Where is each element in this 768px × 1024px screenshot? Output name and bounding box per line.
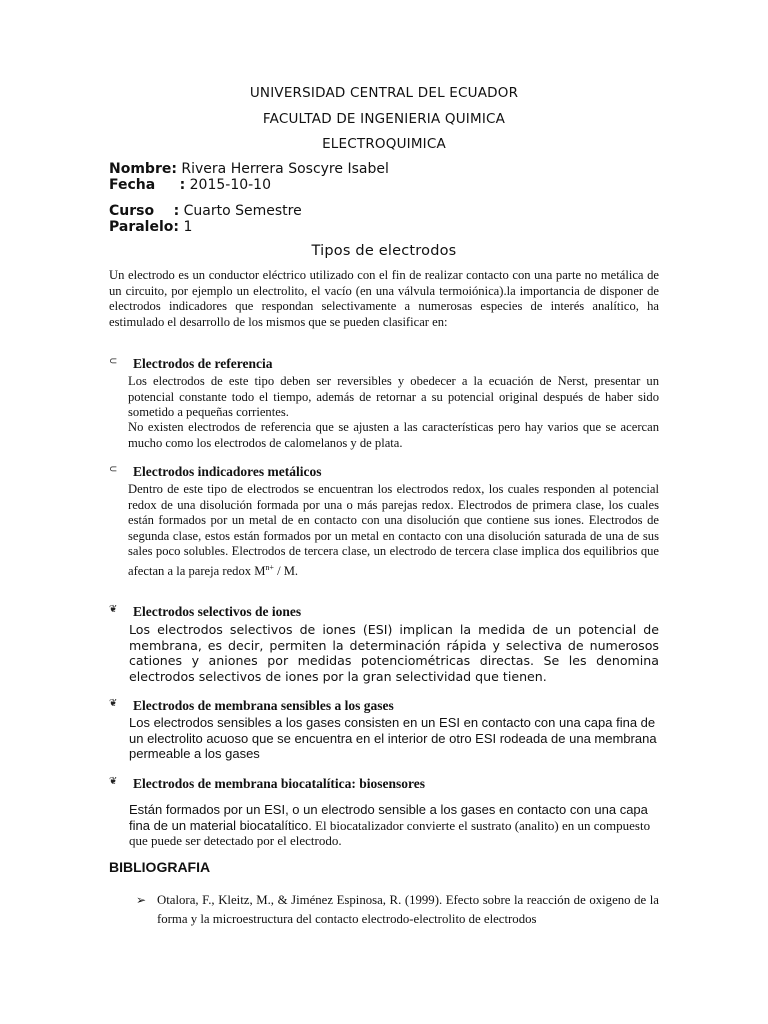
section-body-gases: Los electrodos sensibles a los gases consisten en un ESI en contacto con una capa fina de un electrolito acuoso que se encuentra en el interior de otro ESI rodeada de una membrana permeable a los gases — [129, 715, 657, 762]
section-body-biosensores-text: Están formados por un ESI, o un electrodo sensible a los gases en contacto con una capa fina de un material biocatalítico. — [129, 802, 648, 833]
bibliography-title: BIBLIOGRAFIA — [109, 859, 211, 875]
document-title: Tipos de electrodos — [311, 243, 457, 259]
subject-title: ELECTROQUIMICA — [322, 136, 446, 152]
name-value: Rivera Herrera Soscyre Isabel — [176, 161, 389, 177]
section-heading-biosensores: Electrodos de membrana biocatalítica: biosensores — [133, 776, 425, 791]
reference-item: Otalora, F., Kleitz, M., & Jiménez Espinosa, R. (1999). Efecto sobre la reacción de oxigeno de la forma y la microestructura del contacto electrodo-electrolito de electrodos — [157, 893, 659, 926]
redox-superscript: n+ — [265, 562, 274, 572]
bullet-icon: ⊂ — [109, 356, 118, 367]
intro-paragraph: Un electrodo es un conductor eléctrico utilizado con el fin de realizar contacto con una parte no metálica de un circuito, por ejemplo un electrolito, el vacío (en una válvula termoiónica).la importancia de disponer de electrodos indicadores que respondan selectivamente a numerosas especies de interés analítico, ha estimulado el desarrollo de los mismos que se pueden clasificar en: — [109, 268, 659, 329]
name-field — [109, 161, 389, 177]
faculty-title: FACULTAD DE INGENIERIA QUIMICA — [262, 111, 506, 127]
date-label: Fecha : — [109, 177, 186, 193]
course-field — [109, 203, 302, 219]
bullet-icon: ⊂ — [109, 464, 118, 475]
section-body-selectivos: Los electrodos selectivos de iones (ESI) implican la medida de un potencial de membrana, es decir, permiten la determinación rápida y selectiva de numerosos cationes y aniones por medidas potenciométricas directas. Se les denomina electrodos selectivos de iones por la gran selectividad que tienen. — [129, 622, 659, 684]
section-body-metalicos — [128, 482, 659, 580]
level-field — [109, 219, 192, 235]
section-body-biosensores-serif: El biocatalizador convierte el sustrato (analito) en un compuesto que puede ser detectado por el electrodo. — [129, 817, 651, 849]
date-value: 2015-10-10 — [185, 177, 271, 193]
section-heading-metalicos: Electrodos indicadores metálicos — [133, 464, 322, 479]
section-body-biosensores — [129, 802, 659, 849]
course-value: Cuarto Semestre — [179, 203, 302, 219]
name-label: Nombre: — [109, 161, 177, 177]
section-body-metalicos-text: Dentro de este tipo de electrodos se encuentran los electrodos redox, los cuales responden al potencial redox de una disolución formada por una o más parejas redox. Electrodos de primera clase, los cuales están formados por un metal de en contacto con una disolución que contiene sus iones. Electrodos de segunda clase, estos están formados por un metal en contacto con una disolución saturada de una de sus sales poco solubles. Electrodos de tercera clase, un electrodo de tercera clase implica dos equilibrios que afectan a la pareja redox M — [128, 482, 659, 579]
section-body-referencia-2: No existen electrodos de referencia que se ajusten a las características pero hay varios que se acercan mucho como los electrodos de calomelanos y de plata. — [128, 420, 659, 450]
date-field — [109, 177, 271, 193]
bullet-icon: ❦ — [109, 698, 118, 709]
course-label: Curso : — [109, 203, 180, 219]
level-value: 1 — [179, 219, 193, 235]
bullet-icon: ❦ — [109, 604, 118, 615]
bullet-icon: ❦ — [109, 776, 118, 787]
section-heading-gases: Electrodos de membrana sensibles a los gases — [133, 698, 394, 713]
university-title: UNIVERSIDAD CENTRAL DEL ECUADOR — [249, 85, 519, 101]
section-heading-selectivos: Electrodos selectivos de iones — [133, 604, 302, 619]
level-label: Paralelo: — [109, 219, 179, 235]
arrow-bullet-icon: ➢ — [136, 893, 147, 907]
section-heading-referencia: Electrodos de referencia — [133, 356, 273, 371]
section-body-metalicos-end: / M. — [273, 564, 299, 579]
section-body-referencia: Los electrodos de este tipo deben ser reversibles y obedecer a la ecuación de Nerst, presentar un potencial constante todo el tiempo, además de retornar a su potencial original después de haber sido sometido a pequeñas corrientes. — [128, 374, 659, 420]
